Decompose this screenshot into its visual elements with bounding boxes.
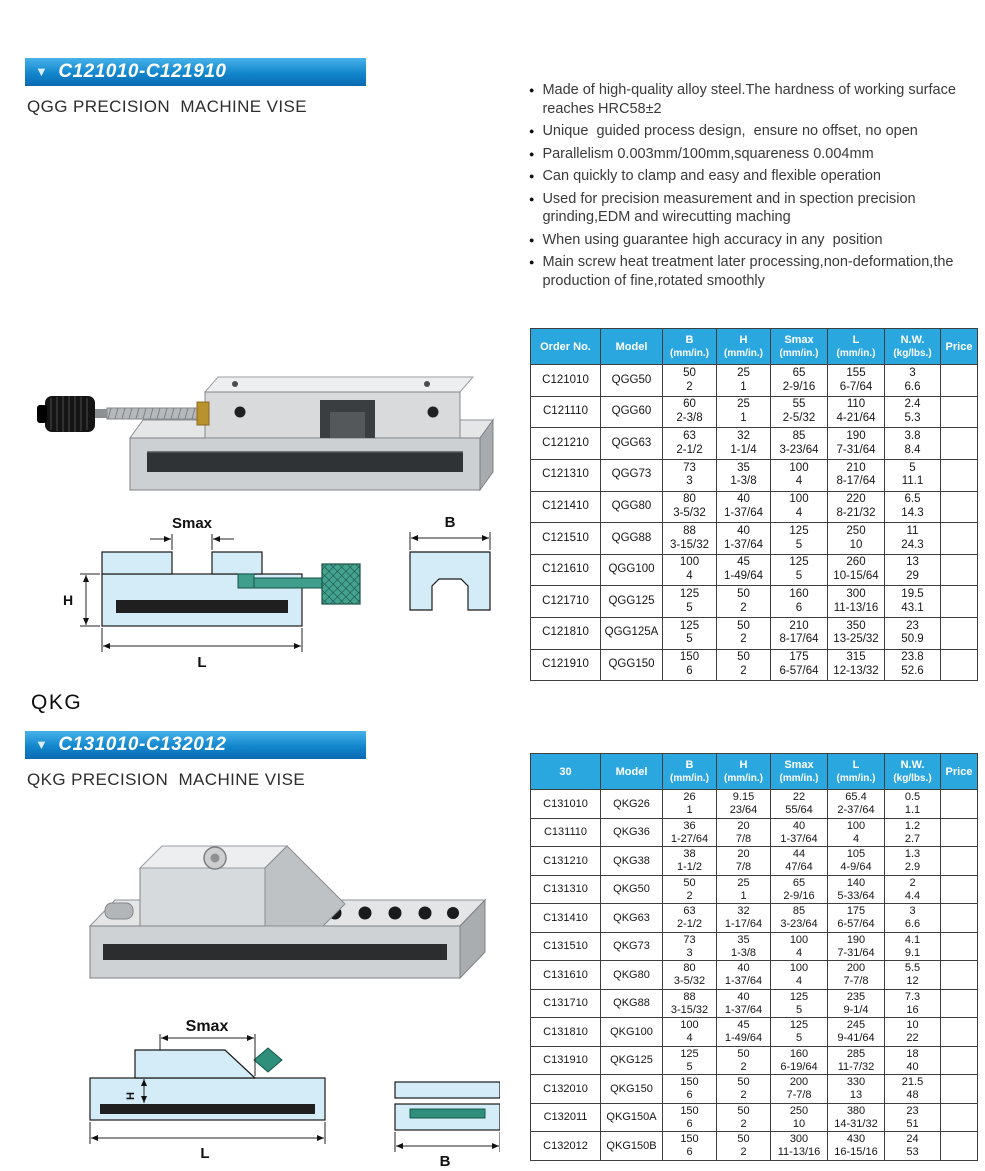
jaw-screw-hole (235, 407, 246, 418)
table-cell (941, 818, 978, 847)
column-header: Order No. (531, 329, 601, 365)
qgg-spec-table (530, 328, 978, 681)
table-cell: QGG150 (601, 649, 663, 681)
movable-jaw (212, 552, 262, 574)
feature-text: Unique guided process design, ensure no offset, no open (542, 123, 918, 140)
angled-jaw (135, 1050, 255, 1078)
table-cell: C121810 (531, 618, 601, 650)
feature-text: Used for precision measurement and in spection precision grinding,EDM and wirecutting maching (542, 190, 920, 226)
bullet-icon: ● (529, 257, 535, 268)
svg-text:B: B (444, 514, 456, 531)
column-header: 30 (531, 754, 601, 790)
table-cell: 250 10 (771, 1103, 828, 1132)
table-cell: 65 2-9/16 (771, 875, 828, 904)
table-cell: 50 2 (717, 1103, 771, 1132)
table-row (531, 649, 978, 681)
table-cell: 315 12-13/32 (828, 649, 885, 681)
table-cell: 35 1-3/8 (717, 460, 771, 492)
table-cell: 26 1 (663, 790, 717, 819)
table-cell: 50 2 (717, 618, 771, 650)
table-cell: 25 1 (717, 365, 771, 397)
bullet-icon: ● (529, 126, 535, 137)
feature-text: Made of high-quality alloy steel.The hardness of working surface reaches HRC58±2 (542, 82, 960, 117)
table-cell: 300 11-13/16 (828, 586, 885, 618)
table-cell: QKG100 (601, 1018, 663, 1047)
table-cell: 45 1-49/64 (717, 554, 771, 586)
dimension-diagram-qkg (40, 1020, 500, 1170)
table-row (531, 989, 978, 1018)
column-header: Smax (mm/in.) (771, 754, 828, 790)
product-photo-qgg (35, 350, 495, 508)
table-cell (941, 989, 978, 1018)
table-row (531, 1046, 978, 1075)
table-cell: 105 4-9/64 (828, 847, 885, 876)
table-row (531, 365, 978, 397)
table-cell: 100 4 (663, 1018, 717, 1047)
table-cell: C121110 (531, 396, 601, 428)
table-cell: 155 6-7/64 (828, 365, 885, 397)
table-cell: C132012 (531, 1132, 601, 1161)
table-cell: C121610 (531, 554, 601, 586)
table-cell: QGG125 (601, 586, 663, 618)
table-cell (941, 875, 978, 904)
dimension-b (410, 514, 490, 550)
column-header: N.W. (kg/lbs.) (885, 329, 941, 365)
table-cell (941, 847, 978, 876)
table-cell (941, 904, 978, 933)
table-row (531, 961, 978, 990)
table-cell: QKG150B (601, 1132, 663, 1161)
table-cell: 9.15 23/64 (717, 790, 771, 819)
table-cell: 160 6-19/64 (771, 1046, 828, 1075)
bullet-icon: ● (529, 234, 535, 245)
table-cell: 18 40 (885, 1046, 941, 1075)
table-cell: C131210 (531, 847, 601, 876)
table-cell: C131510 (531, 932, 601, 961)
bullet-icon: ● (529, 193, 535, 204)
table-cell: QGG80 (601, 491, 663, 523)
table-cell: 50 2 (717, 649, 771, 681)
vise-carriage (205, 377, 473, 438)
table-row (531, 1132, 978, 1161)
feature-text: Parallelism 0.003mm/100mm,squareness 0.004mm (542, 145, 874, 162)
table-cell: 125 5 (663, 1046, 717, 1075)
table-cell: 50 2 (663, 875, 717, 904)
table-cell: 330 13 (828, 1075, 885, 1104)
table-cell: 40 1-37/64 (717, 523, 771, 555)
section2-banner (25, 731, 366, 759)
table-cell: 200 7-7/8 (828, 961, 885, 990)
table-cell: C131310 (531, 875, 601, 904)
table-row (531, 1075, 978, 1104)
table-row (531, 904, 978, 933)
table-cell: 35 1-3/8 (717, 932, 771, 961)
table-cell: 50 2 (663, 365, 717, 397)
table-cell: 32 1-1/4 (717, 428, 771, 460)
table-row (531, 932, 978, 961)
column-header: H (mm/in.) (717, 329, 771, 365)
table-cell (941, 586, 978, 618)
feature-item (527, 81, 979, 118)
table-cell: C121710 (531, 586, 601, 618)
svg-text:L: L (197, 654, 207, 671)
base-recess (103, 944, 447, 960)
section1-banner (25, 58, 366, 86)
table-row (531, 586, 978, 618)
table-cell: 80 3-5/32 (663, 961, 717, 990)
table-cell: QKG50 (601, 875, 663, 904)
qkg-spec-table (530, 753, 978, 1161)
column-header: B (mm/in.) (663, 754, 717, 790)
bullet-icon: ● (529, 85, 535, 95)
table-cell (941, 523, 978, 555)
table-cell: 3 6.6 (885, 904, 941, 933)
table-cell: 175 6-57/64 (828, 904, 885, 933)
table-row (531, 790, 978, 819)
dimension-h (63, 574, 100, 626)
column-header: N.W. (kg/lbs.) (885, 754, 941, 790)
table-cell: 40 1-37/64 (717, 491, 771, 523)
table-cell: 88 3-15/32 (663, 989, 717, 1018)
base-recess (147, 452, 463, 472)
table-cell: C131710 (531, 989, 601, 1018)
table-cell: 22 55/64 (771, 790, 828, 819)
table-cell: C131110 (531, 818, 601, 847)
table-cell: QGG60 (601, 396, 663, 428)
table-cell: QKG63 (601, 904, 663, 933)
table-cell: 160 6 (771, 586, 828, 618)
column-header: L (mm/in.) (828, 329, 885, 365)
svg-text:Smax: Smax (171, 515, 213, 532)
table-cell: 10 22 (885, 1018, 941, 1047)
table-cell: 2.4 5.3 (885, 396, 941, 428)
table-cell: 13 29 (885, 554, 941, 586)
table-cell: 85 3-23/64 (771, 904, 828, 933)
table-cell: C131910 (531, 1046, 601, 1075)
table-cell: C121510 (531, 523, 601, 555)
table-cell: QKG150A (601, 1103, 663, 1132)
table-cell: 1.3 2.9 (885, 847, 941, 876)
table-cell: 65 2-9/16 (771, 365, 828, 397)
table-cell: 40 1-37/64 (771, 818, 828, 847)
table-cell (941, 649, 978, 681)
table-cell: 3.8 8.4 (885, 428, 941, 460)
table-cell: 3 6.6 (885, 365, 941, 397)
dimension-diagram-qgg (40, 512, 500, 677)
feature-list (527, 81, 979, 294)
table-cell (941, 1046, 978, 1075)
table-cell: QKG73 (601, 932, 663, 961)
table-cell: 285 11-7/32 (828, 1046, 885, 1075)
knurled-knob (322, 564, 360, 604)
bullet-icon: ● (529, 171, 535, 182)
column-header: Model (601, 329, 663, 365)
table-cell: 50 2 (717, 1132, 771, 1161)
svg-text:L: L (200, 1145, 210, 1162)
table-row (531, 460, 978, 492)
table-row (531, 618, 978, 650)
table-cell: 11 24.3 (885, 523, 941, 555)
table-cell: 23 51 (885, 1103, 941, 1132)
table-cell: 2 4.4 (885, 875, 941, 904)
table-cell: C121210 (531, 428, 601, 460)
table-cell: 40 1-37/64 (717, 989, 771, 1018)
clamp-insert (410, 1109, 485, 1118)
table-cell: 200 7-7/8 (771, 1075, 828, 1104)
table-cell (941, 1103, 978, 1132)
table-cell: 380 14-31/32 (828, 1103, 885, 1132)
table-cell: QKG80 (601, 961, 663, 990)
table-cell (941, 932, 978, 961)
table-cell: 210 8-17/64 (828, 460, 885, 492)
table-row (531, 847, 978, 876)
table-cell: 55 2-5/32 (771, 396, 828, 428)
front-view (395, 1082, 500, 1130)
table-cell: 190 7-31/64 (828, 932, 885, 961)
table-cell: QGG125A (601, 618, 663, 650)
table-cell: 45 1-49/64 (717, 1018, 771, 1047)
screw-rod (254, 578, 322, 588)
table-cell: 220 8-21/32 (828, 491, 885, 523)
table-cell (941, 491, 978, 523)
table-cell: 25 1 (717, 875, 771, 904)
table-cell (941, 961, 978, 990)
table-cell: 60 2-3/8 (663, 396, 717, 428)
table-cell: 40 1-37/64 (717, 961, 771, 990)
feature-item (527, 145, 979, 164)
table-cell: 1.2 2.7 (885, 818, 941, 847)
table-cell: 20 7/8 (717, 847, 771, 876)
table-cell: 63 2-1/2 (663, 428, 717, 460)
column-header: Price (941, 329, 978, 365)
table-cell: 245 9-41/64 (828, 1018, 885, 1047)
table-cell: 210 8-17/64 (771, 618, 828, 650)
table-cell: 150 6 (663, 1103, 717, 1132)
table-cell: QGG100 (601, 554, 663, 586)
table-cell: 21.5 48 (885, 1075, 941, 1104)
table-cell: C131810 (531, 1018, 601, 1047)
table-row (531, 396, 978, 428)
table-cell: 100 4 (771, 932, 828, 961)
table-cell: 65.4 2-37/64 (828, 790, 885, 819)
svg-text:H: H (125, 1092, 137, 1100)
table-cell: C131610 (531, 961, 601, 990)
table-cell: 110 4-21/64 (828, 396, 885, 428)
table-cell: QGG73 (601, 460, 663, 492)
table-cell (941, 618, 978, 650)
table-cell: C121010 (531, 365, 601, 397)
clamp-insert (254, 1048, 282, 1072)
table-cell: 4.1 9.1 (885, 932, 941, 961)
table-cell: 150 6 (663, 649, 717, 681)
table-cell: QKG38 (601, 847, 663, 876)
table-cell: QKG88 (601, 989, 663, 1018)
table-cell: C121410 (531, 491, 601, 523)
table-cell: QGG50 (601, 365, 663, 397)
feature-text: Main screw heat treatment later processing,non-deformation,the production of fine,rotated smoothly (542, 254, 958, 289)
table-row (531, 875, 978, 904)
table-cell: 19.5 43.1 (885, 586, 941, 618)
table-cell: 125 5 (771, 554, 828, 586)
front-view (410, 552, 490, 610)
brass-collar (197, 402, 209, 425)
section1-banner-text: C121010-C121910 (58, 61, 227, 82)
table-row (531, 554, 978, 586)
table-cell: 73 3 (663, 460, 717, 492)
table-cell: 430 16-15/16 (828, 1132, 885, 1161)
fixed-jaw (102, 552, 172, 574)
table-cell: 32 1-17/64 (717, 904, 771, 933)
table-cell: 88 3-15/32 (663, 523, 717, 555)
column-header: Model (601, 754, 663, 790)
svg-text:Smax: Smax (185, 1020, 229, 1035)
table-cell: 5 11.1 (885, 460, 941, 492)
side-view (102, 552, 360, 626)
table-cell: 100 4 (771, 961, 828, 990)
angled-jaw-block (140, 846, 345, 926)
table-cell: 150 6 (663, 1075, 717, 1104)
table-cell: 7.3 16 (885, 989, 941, 1018)
table-row (531, 428, 978, 460)
table-cell: 140 5-33/64 (828, 875, 885, 904)
table-row (531, 491, 978, 523)
table-row (531, 523, 978, 555)
svg-text:H: H (62, 592, 74, 608)
feature-item (527, 190, 979, 227)
table-cell: 80 3-5/32 (663, 491, 717, 523)
table-cell (941, 365, 978, 397)
table-cell: 36 1-27/64 (663, 818, 717, 847)
table-cell: C131410 (531, 904, 601, 933)
bullet-icon: ● (529, 148, 535, 159)
table-cell (941, 554, 978, 586)
feature-text: Can quickly to clamp and easy and flexible operation (542, 168, 881, 185)
banner-triangle-icon: ▼ (35, 736, 49, 752)
feature-item (527, 253, 979, 290)
section2-banner-text: C131010-C132012 (58, 734, 227, 755)
table-cell: 125 5 (663, 618, 717, 650)
table-cell: 5.5 12 (885, 961, 941, 990)
table-cell (941, 428, 978, 460)
table-cell: 23 50.9 (885, 618, 941, 650)
table-cell: 260 10-15/64 (828, 554, 885, 586)
table-cell: C121910 (531, 649, 601, 681)
jaw-screw-hole (428, 407, 439, 418)
table-cell: QKG125 (601, 1046, 663, 1075)
table-cell: 100 4 (771, 460, 828, 492)
table-cell: 44 47/64 (771, 847, 828, 876)
dimension-b (395, 1132, 500, 1170)
table-cell: 0.5 1.1 (885, 790, 941, 819)
table-cell: 23.8 52.6 (885, 649, 941, 681)
dimension-smax (150, 515, 234, 550)
table-cell: C132011 (531, 1103, 601, 1132)
table-cell: 250 10 (828, 523, 885, 555)
table-cell: 73 3 (663, 932, 717, 961)
table-cell: 100 4 (663, 554, 717, 586)
section1-title: QGG PRECISION MACHINE VISE (27, 97, 308, 116)
table-cell: 100 4 (771, 491, 828, 523)
dimension-l (102, 628, 302, 671)
vise-knob (37, 396, 95, 432)
table-cell: 235 9-1/4 (828, 989, 885, 1018)
table-cell: 125 5 (771, 523, 828, 555)
column-header: L (mm/in.) (828, 754, 885, 790)
section2-title: QKG PRECISION MACHINE VISE (27, 770, 306, 789)
table-cell: QKG150 (601, 1075, 663, 1104)
side-view (90, 1048, 325, 1120)
table-cell (941, 790, 978, 819)
table-row (531, 818, 978, 847)
table-cell: QKG26 (601, 790, 663, 819)
feature-item (527, 231, 979, 250)
table-cell: 85 3-23/64 (771, 428, 828, 460)
dimension-l (90, 1122, 325, 1162)
table-cell: 50 2 (717, 1075, 771, 1104)
table-cell: 350 13-25/32 (828, 618, 885, 650)
table-cell: 50 2 (717, 1046, 771, 1075)
feature-item (527, 122, 979, 141)
table-cell: 38 1-1/2 (663, 847, 717, 876)
feature-item (527, 167, 979, 186)
column-header: Smax (mm/in.) (771, 329, 828, 365)
column-header: B (mm/in.) (663, 329, 717, 365)
table-row (531, 1018, 978, 1047)
table-cell: 175 6-57/64 (771, 649, 828, 681)
table-cell (941, 396, 978, 428)
table-row (531, 1103, 978, 1132)
table-cell (941, 1018, 978, 1047)
table-cell: 125 5 (663, 586, 717, 618)
table-cell: 24 53 (885, 1132, 941, 1161)
product-photo-qkg (35, 808, 495, 1013)
table-cell: C132010 (531, 1075, 601, 1104)
table-cell: 25 1 (717, 396, 771, 428)
table-cell: 20 7/8 (717, 818, 771, 847)
table-cell: 125 5 (771, 1018, 828, 1047)
table-cell: 63 2-1/2 (663, 904, 717, 933)
column-header: H (mm/in.) (717, 754, 771, 790)
table-cell: 190 7-31/64 (828, 428, 885, 460)
table-cell: QKG36 (601, 818, 663, 847)
table-cell: 100 4 (828, 818, 885, 847)
table-cell: 6.5 14.3 (885, 491, 941, 523)
table-cell: C131010 (531, 790, 601, 819)
table-cell (941, 460, 978, 492)
table-cell: 150 6 (663, 1132, 717, 1161)
table-cell: QGG88 (601, 523, 663, 555)
table-cell: 300 11-13/16 (771, 1132, 828, 1161)
table-cell: 125 5 (771, 989, 828, 1018)
table-cell: 50 2 (717, 586, 771, 618)
qkg-series-label: QKG (31, 691, 83, 714)
table-cell: QGG63 (601, 428, 663, 460)
table-cell (941, 1075, 978, 1104)
svg-text:B: B (439, 1153, 451, 1170)
table-cell: C121310 (531, 460, 601, 492)
table-cell (941, 1132, 978, 1161)
banner-triangle-icon: ▼ (35, 63, 49, 79)
end-cylinder (105, 903, 133, 919)
feature-text: When using guarantee high accuracy in any position (542, 231, 883, 248)
column-header: Price (941, 754, 978, 790)
